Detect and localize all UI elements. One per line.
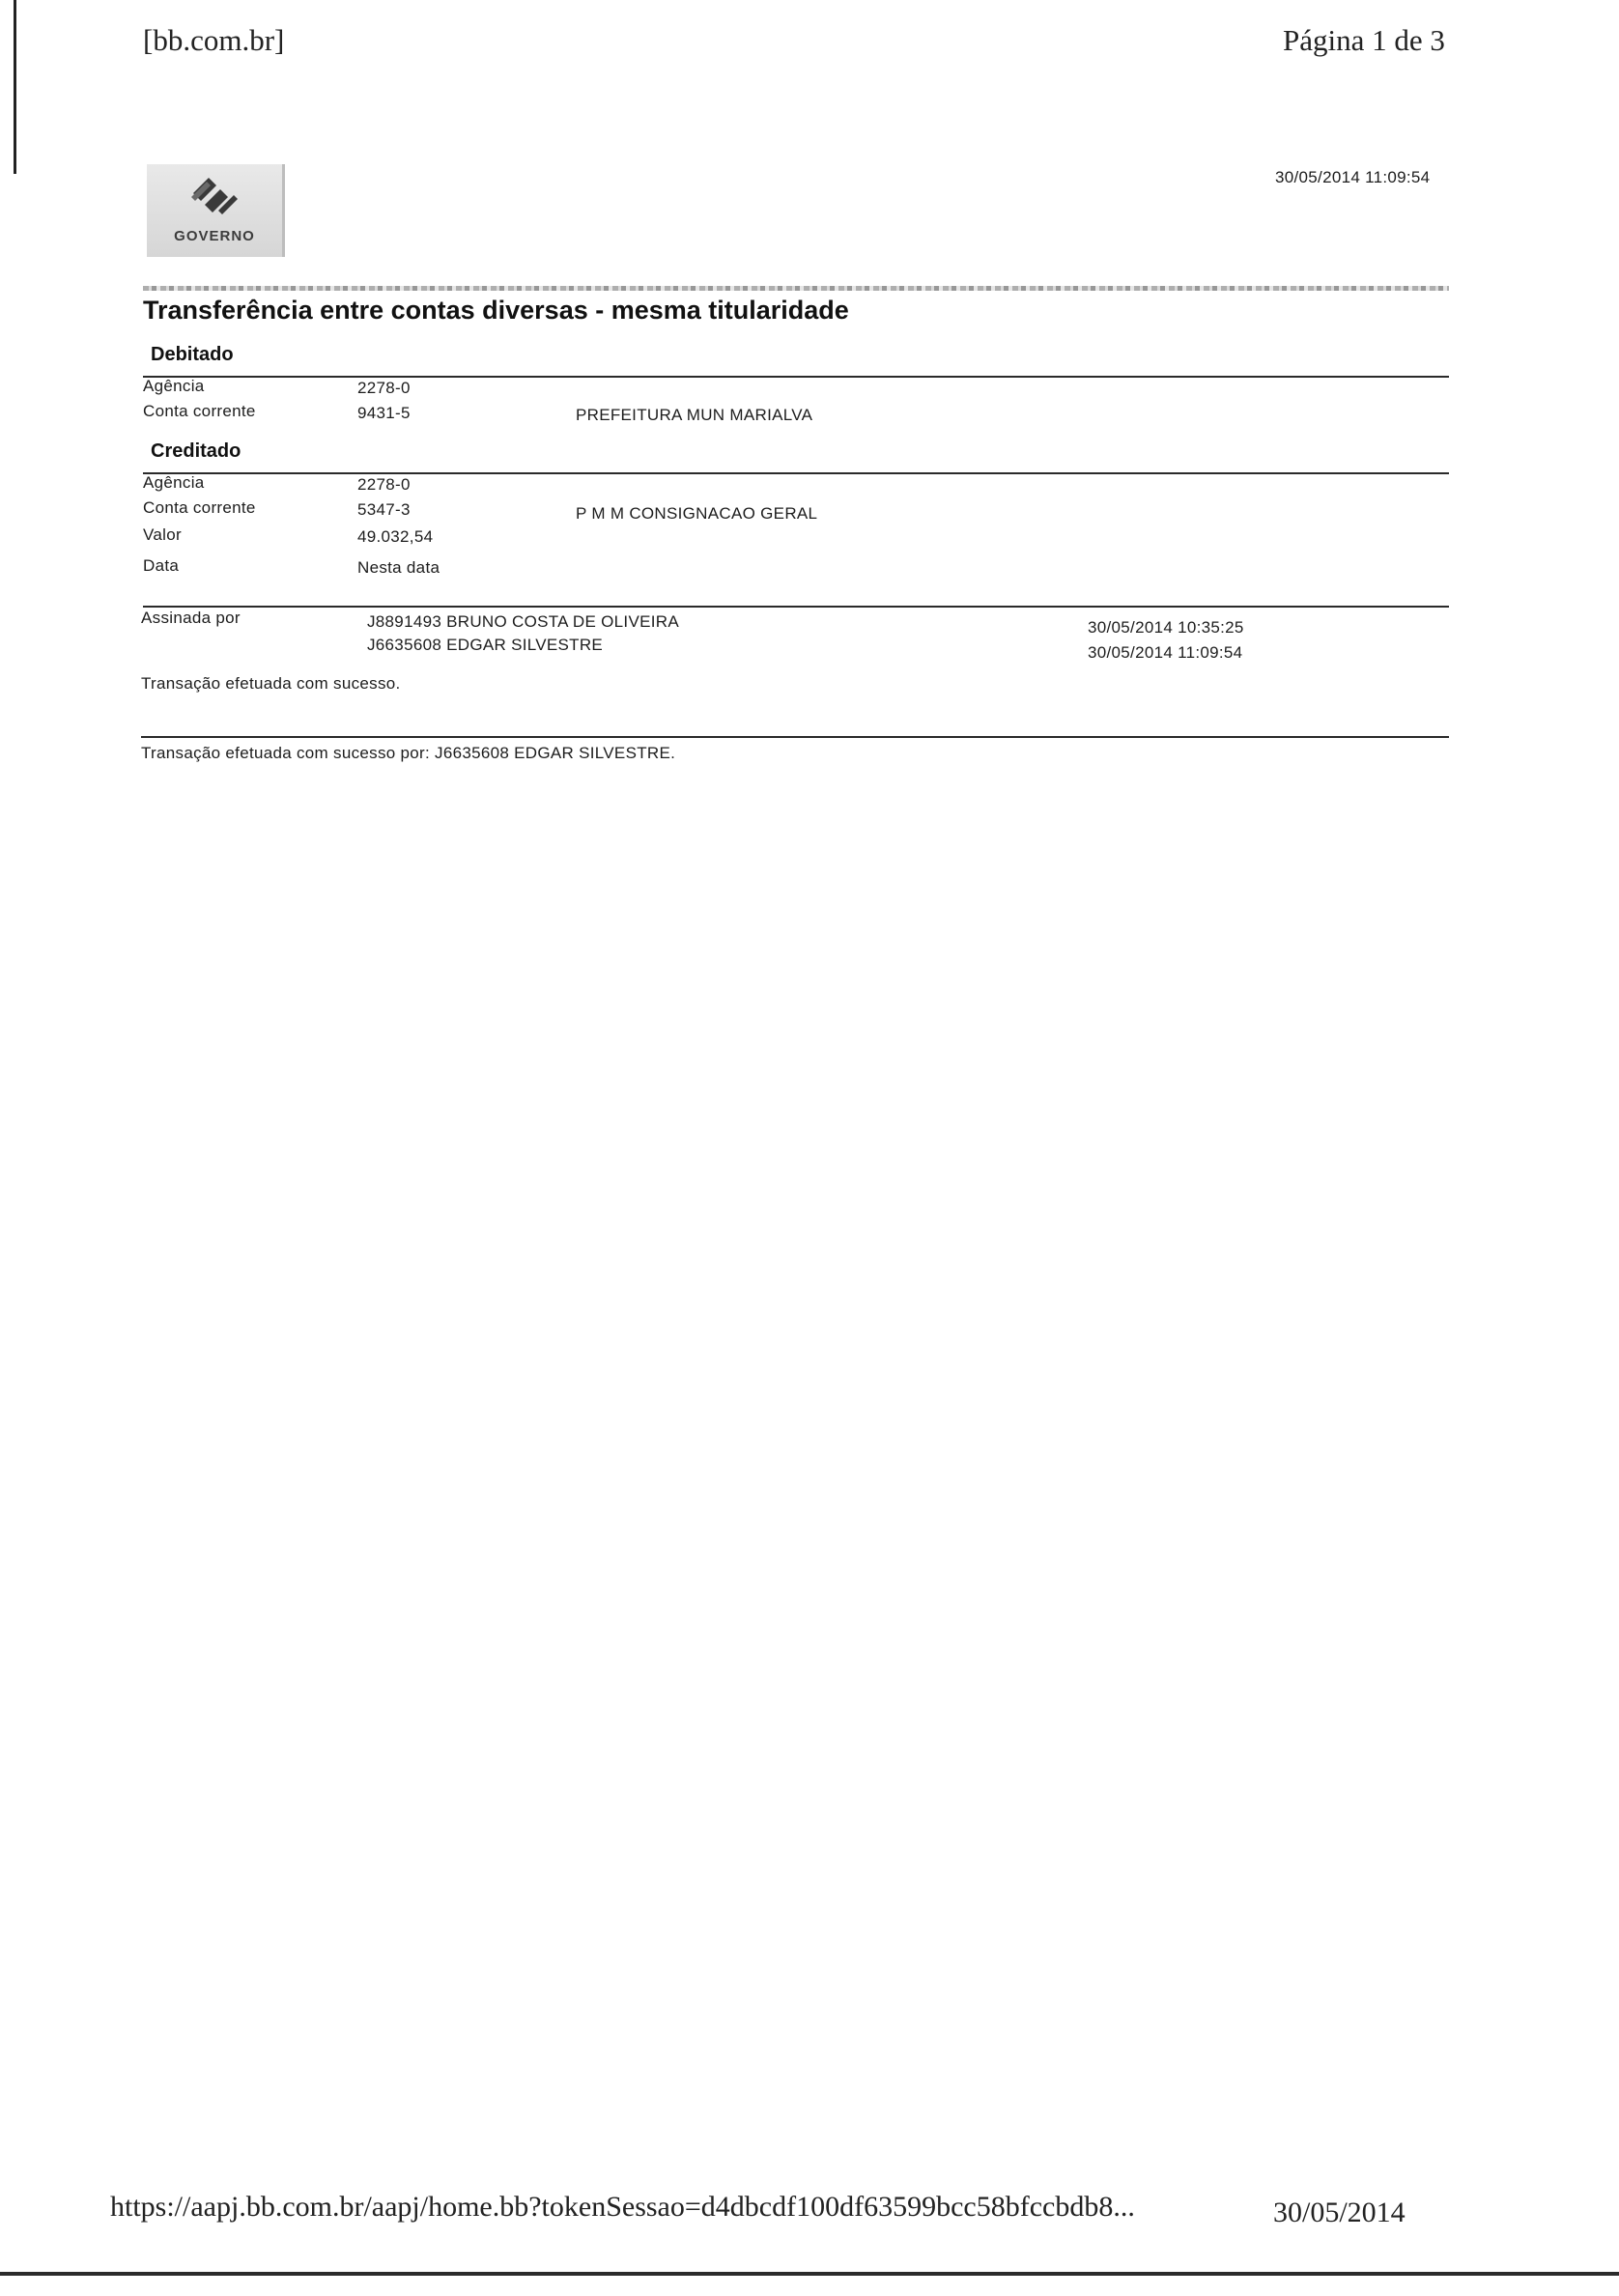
print-header-page-indicator: Página 1 de 3 xyxy=(1283,23,1445,57)
status-message: Transação efetuada com sucesso. xyxy=(141,674,401,693)
creditado-data-label: Data xyxy=(143,556,180,575)
bb-logo-icon xyxy=(147,164,282,232)
debitado-agencia-label: Agência xyxy=(143,377,205,395)
section-creditado-rule xyxy=(143,472,1449,474)
creditado-conta-label: Conta corrente xyxy=(143,498,256,517)
creditado-agencia-label: Agência xyxy=(143,473,205,492)
creditado-conta-value: 5347-3 xyxy=(357,500,411,519)
debitado-agencia-value: 2278-0 xyxy=(357,379,411,397)
signature-name-2: J6635608 EDGAR SILVESTRE xyxy=(367,636,604,654)
creditado-agencia-value: 2278-0 xyxy=(357,475,411,494)
footer-status-rule xyxy=(141,736,1449,738)
section-debitado-heading: Debitado xyxy=(151,344,234,365)
creditado-conta-holder: P M M CONSIGNACAO GERAL xyxy=(576,504,818,523)
creditado-data-value: Nesta data xyxy=(357,558,440,577)
section-creditado-heading: Creditado xyxy=(151,440,241,462)
signatures-rule xyxy=(143,606,1449,608)
signature-datetime-2: 30/05/2014 11:09:54 xyxy=(1088,643,1243,662)
signature-datetime-1: 30/05/2014 10:35:25 xyxy=(1088,618,1244,637)
footer-status: Transação efetuada com sucesso por: J6635608 EDGAR SILVESTRE. xyxy=(141,744,676,762)
header-divider xyxy=(143,286,1449,291)
scan-edge-left xyxy=(14,0,16,174)
bb-governo-logo xyxy=(147,164,285,257)
scan-edge-bottom xyxy=(0,2272,1619,2276)
debitado-conta-label: Conta corrente xyxy=(143,402,256,420)
debitado-conta-value: 9431-5 xyxy=(357,404,411,422)
creditado-valor-label: Valor xyxy=(143,525,182,544)
logo-label: GOVERNO xyxy=(174,228,255,244)
section-debitado-rule xyxy=(143,376,1449,378)
report-timestamp: 30/05/2014 11:09:54 xyxy=(1275,168,1431,186)
print-header-site: [bb.com.br] xyxy=(143,23,285,57)
debitado-conta-holder: PREFEITURA MUN MARIALVA xyxy=(576,406,813,424)
creditado-valor-value: 49.032,54 xyxy=(357,527,434,546)
signature-name-1: J8891493 BRUNO COSTA DE OLIVEIRA xyxy=(367,612,679,631)
signatures-label: Assinada por xyxy=(141,609,241,627)
page-title: Transferência entre contas diversas - mesma titularidade xyxy=(143,296,849,325)
print-footer-date: 30/05/2014 xyxy=(1273,2197,1406,2228)
print-footer-url: https://aapj.bb.com.br/aapj/home.bb?tokenSessao=d4dbcdf100df63599bcc58bfccbdb8... xyxy=(110,2191,1135,2223)
